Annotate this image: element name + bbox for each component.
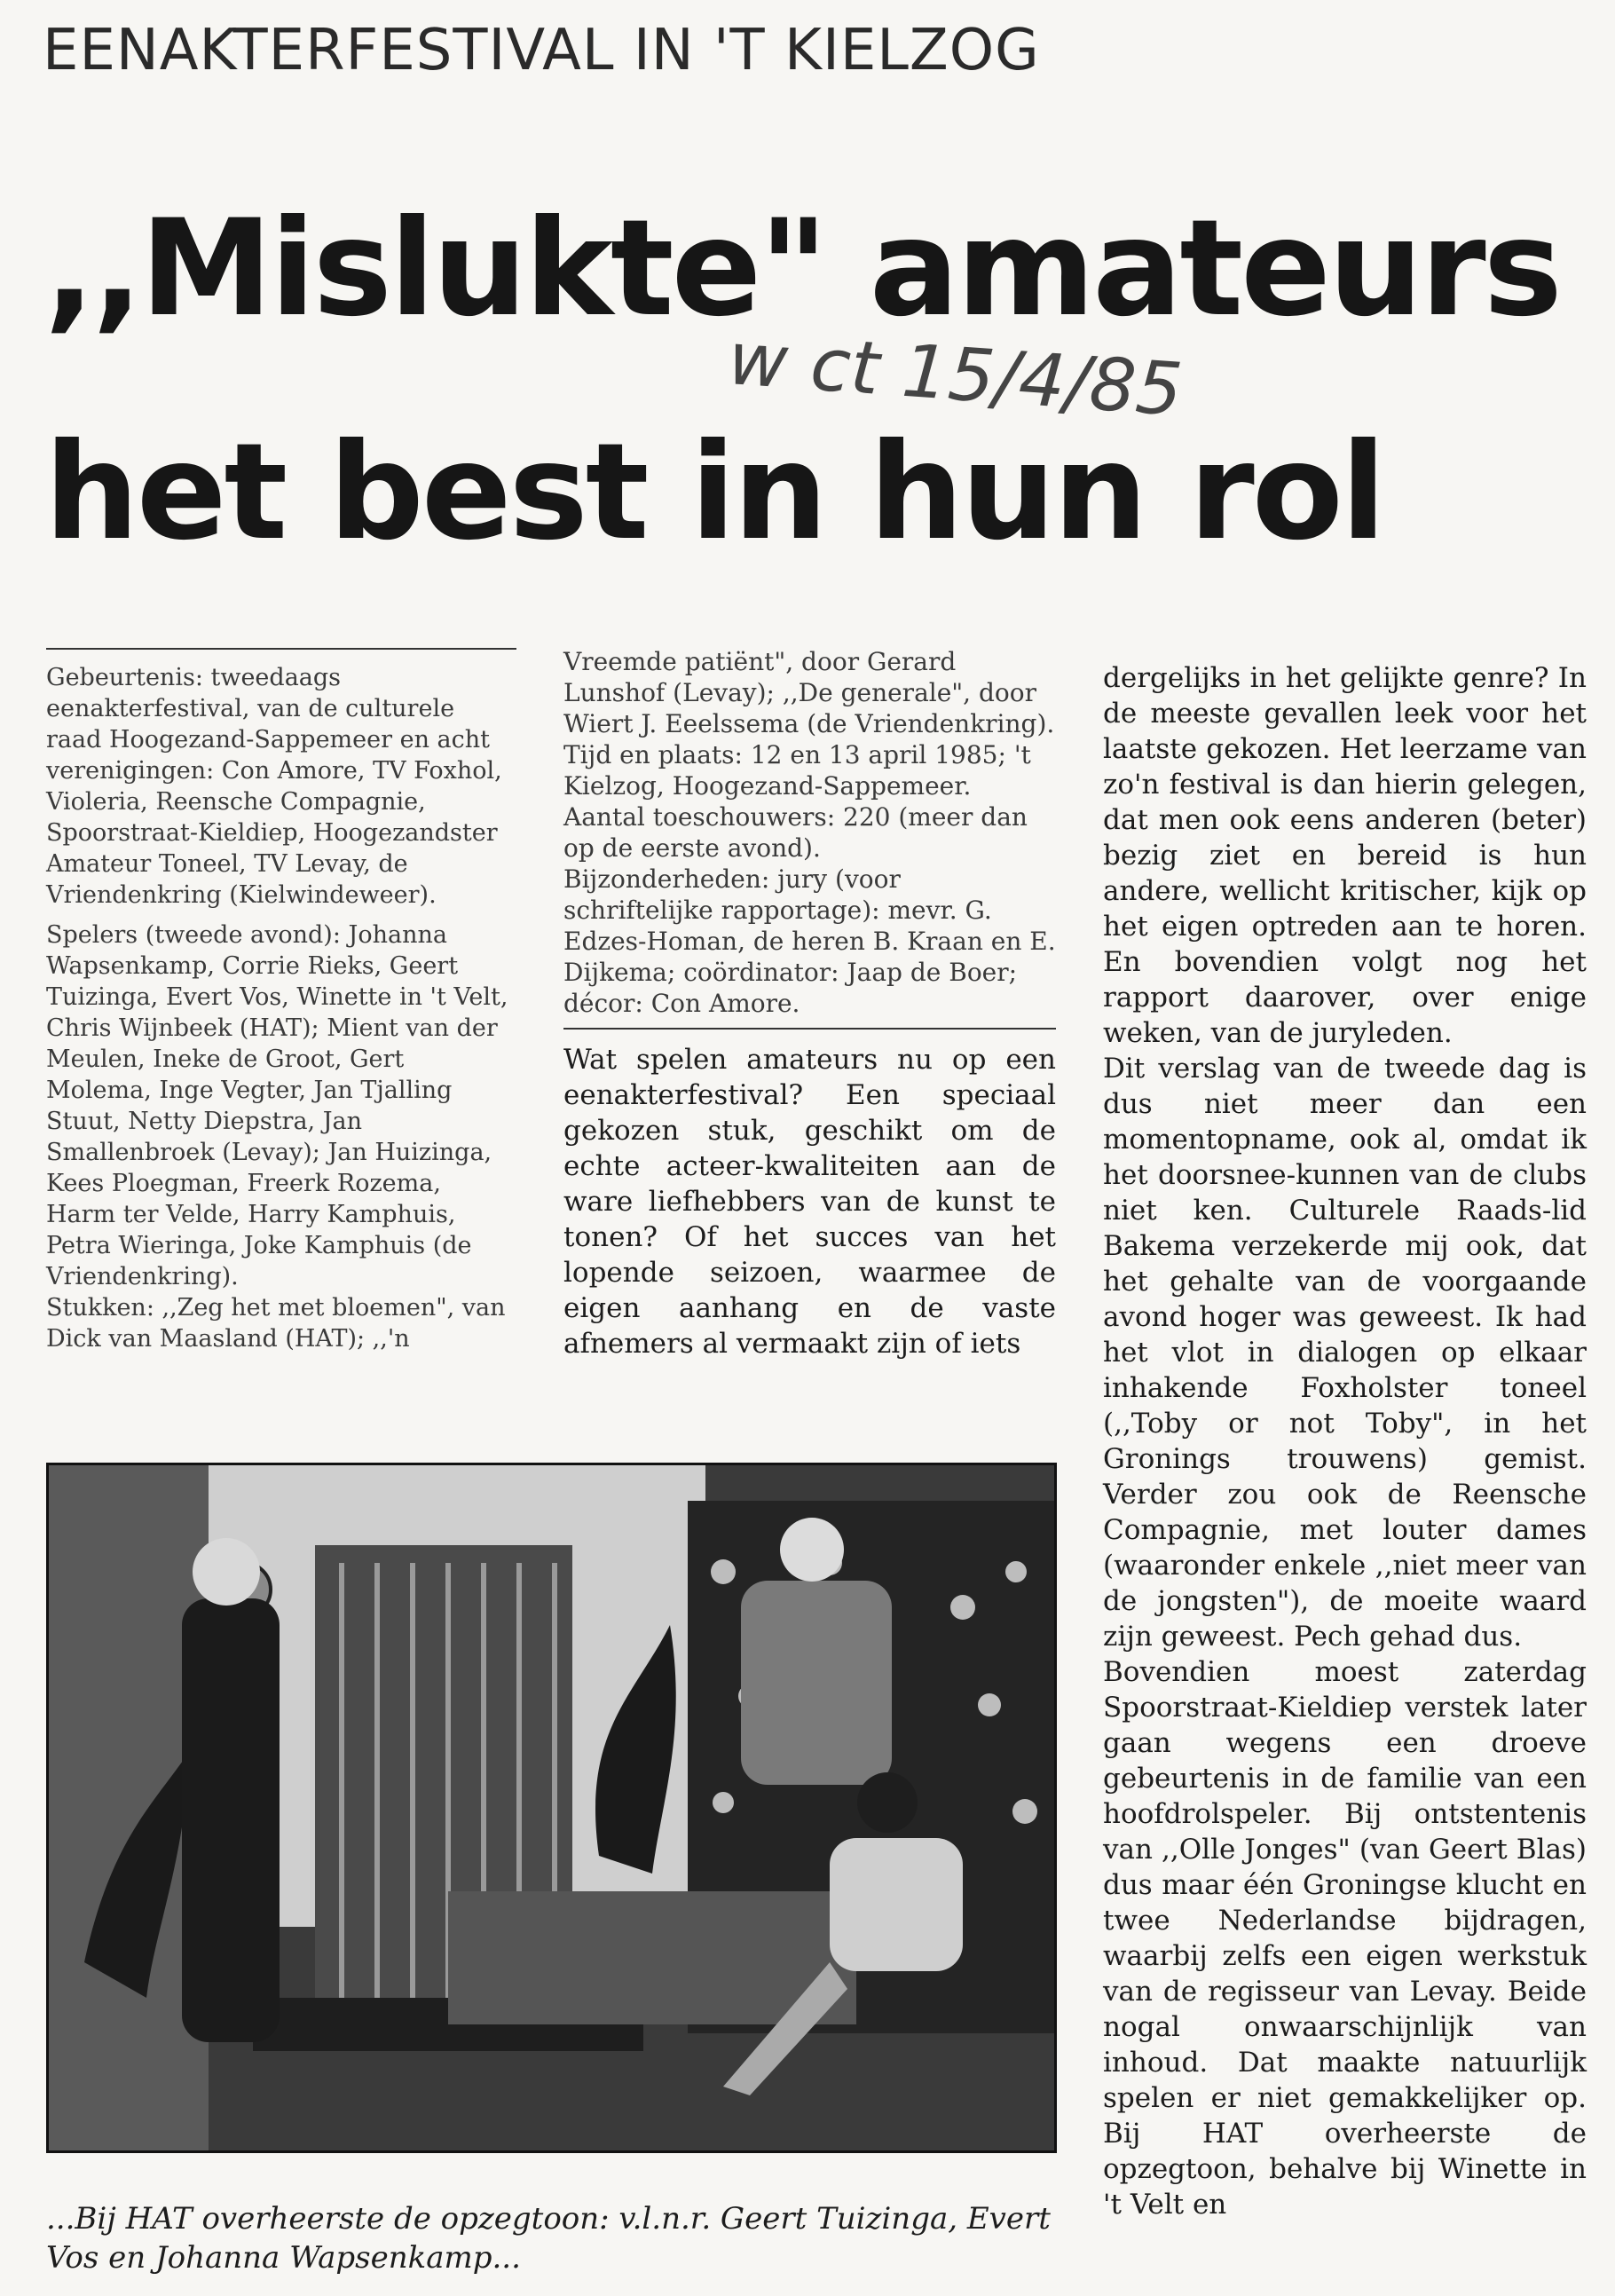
fact-box [46, 662, 516, 1354]
stage-photo [46, 1463, 1057, 2153]
headline-line-2: het best in hun rol [44, 415, 1384, 570]
fact-box-continued [563, 646, 1056, 1019]
column-2 [563, 646, 1056, 1361]
handwritten-note: w ct 15/4/85 [725, 317, 1186, 433]
kicker: EENAKTERFESTIVAL IN 'T KIELZOG [43, 18, 1040, 83]
fact-paragraph: Aantal toeschouwers: 220 (meer dan op de eerste avond). [563, 802, 1028, 863]
column-rule [563, 1028, 1056, 1030]
body-paragraph: dergelijks in het gelijkte genre? In de meeste gevallen leek voor het laatste gekozen. Het leerzame van zo'n festival is dan hierin gelegen, dat men ook eens anderen (beter) bezig ziet en bereid is hun andere, wellicht kritischer, kijk op het eigen optreden aan te horen. En bovendien volgt nog het rapport daarover, over enige weken, van de juryleden. [1103, 662, 1587, 1049]
article-body-continued [1103, 660, 1587, 2222]
fact-paragraph: Bijzonderheden: jury (voor schriftelijke rapportage): mevr. G. Edzes-Homan, de heren B. Kraan en E. Dijkema; coördinator: Jaap de Boer; décor: Con Amore. [563, 864, 1056, 1018]
fact-paragraph: Vreemde patiënt", door Gerard Lunshof (Levay); ,,De generale", door Wiert J. Eeelssema (de Vriendenkring). [563, 647, 1055, 738]
fact-paragraph: Stukken: ,,Zeg het met bloemen", van Dick van Maasland (HAT); ,,'n [46, 1294, 506, 1353]
body-paragraph: Wat spelen amateurs nu op een eenakterfestival? Een speciaal gekozen stuk, geschikt om de echte acteer-kwaliteiten aan de ware liefhebbers van de kunst te tonen? Of het succes van het lopende seizoen, waarmee de eigen aanhang en de vaste afnemers al vermaakt zijn of iets [563, 1044, 1056, 1360]
column-1 [46, 648, 516, 1363]
column-rule [46, 648, 516, 650]
body-paragraph: Dit verslag van de tweede dag is dus niet meer dan een momentopname, ook al, omdat ik het doorsnee-kunnen van de clubs niet ken. Culturele Raads-lid Bakema verzekerde mij ook, dat het gehalte van de voorgaande avond hoger was geweest. Ik had het vlot in dialogen op elkaar inhakende Foxholster toneel (,,Toby or not Toby", in het Gronings trouwens) gemist. Verder zou ook de Reensche Compagnie, met louter dames (waaronder enkele ,,niet meer van de jongsten"), de moeite waard zijn geweest. Pech gehad dus. [1103, 1053, 1587, 1653]
fact-paragraph: Tijd en plaats: 12 en 13 april 1985; 't Kielzog, Hoogezand-Sappemeer. [563, 740, 1031, 801]
photo-caption: ...Bij HAT overheerste de opzegtoon: v.l.n.r. Geert Tuizinga, Evert Vos en Johanna Wapsenkamp... [46, 2201, 1051, 2276]
column-3 [1103, 660, 1587, 2222]
article-body-start [563, 1042, 1056, 1361]
stage-photo-illustration [49, 1465, 1054, 2150]
headline-line-1: ,,Mislukte" amateurs [44, 192, 1560, 346]
body-paragraph: Bovendien moest zaterdag Spoorstraat-Kieldiep verstek later gaan wegens een droeve gebeurtenis in de familie van een hoofdrolspeler. Bij ontstentenis van ,,Olle Jonges" (van Geert Blas) dus maar één Groningse klucht en twee Nederlandse bijdragen, waarbij zelfs een eigen werkstuk van de regisseur van Levay. Beide nogal onwaarschijnlijk van inhoud. Dat maakte natuurlijk spelen er niet gemakkelijker op. Bij HAT overheerste de opzegtoon, behalve bij Winette in 't Velt en [1103, 1656, 1587, 2221]
fact-paragraph: Spelers (tweede avond): Johanna Wapsenkamp, Corrie Rieks, Geert Tuizinga, Evert Vos, Winette in 't Velt, Chris Wijnbeek (HAT); Mient van der Meulen, Ineke de Groot, Gert Molema, Inge Vegter, Jan Tjalling Stuut, Netty Diepstra, Jan Smallenbroek (Levay); Jan Huizinga, Kees Ploegman, Freerk Rozema, Harm ter Velde, Harry Kamphuis, Petra Wieringa, Joke Kamphuis (de Vriendenkring). [46, 921, 508, 1290]
fact-paragraph: Gebeurtenis: tweedaags eenakterfestival, van de culturele raad Hoogezand-Sappemeer en acht verenigingen: Con Amore, TV Foxhol, Violeria, Reensche Compagnie, Spoorstraat-Kieldiep, Hoogezandster Amateur Toneel, TV Levay, de Vriendenkring (Kielwindeweer). [46, 664, 502, 909]
